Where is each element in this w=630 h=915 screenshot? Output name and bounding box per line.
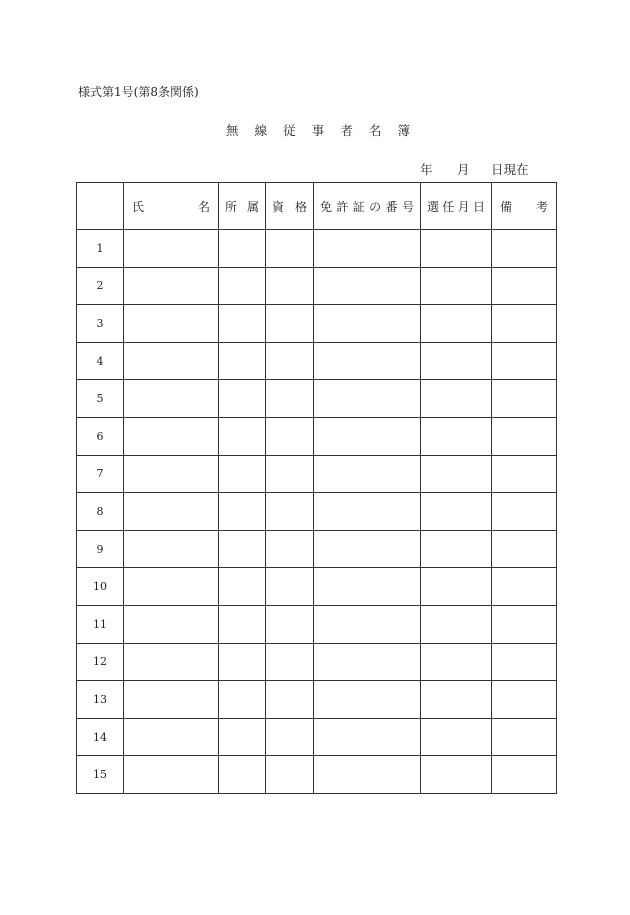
header-qualification-char: 格 [294,199,307,214]
qualification-cell[interactable] [266,605,314,643]
row-number: 15 [77,756,124,794]
qualification-cell[interactable] [266,305,314,343]
row-number: 13 [77,681,124,719]
table-row [77,493,557,531]
header-name [124,183,219,230]
name-cell[interactable] [124,455,219,493]
header-qualification-char: 資 [272,199,285,214]
title-char: 線 [254,123,268,138]
title-char: 事 [311,123,325,138]
row-number: 10 [77,568,124,606]
license-number-cell[interactable] [314,643,421,681]
header-number [77,183,124,230]
header-remarks-char: 考 [535,199,548,214]
table-row [77,530,557,568]
license-number-cell[interactable] [314,417,421,455]
affiliation-cell[interactable] [219,342,266,380]
header-license-char: 番 [385,199,398,214]
header-affiliation-char: 属 [246,199,259,214]
name-cell[interactable] [124,493,219,531]
appointment-date-cell[interactable] [421,305,492,343]
title-char: 従 [283,123,296,138]
row-number: 3 [77,305,124,343]
row-number: 14 [77,718,124,756]
qualification-cell[interactable] [266,230,314,268]
header-license-char: 号 [401,199,414,214]
header-appointment-date [421,183,492,230]
header-appointment-char: 日 [472,199,485,214]
appointment-date-cell[interactable] [421,605,492,643]
header-name-char: 名 [197,199,210,214]
row-number: 5 [77,380,124,418]
affiliation-cell[interactable] [219,718,266,756]
appointment-date-cell[interactable] [421,530,492,568]
name-cell[interactable] [124,342,219,380]
table-row [77,230,557,268]
row-number: 12 [77,643,124,681]
header-license-number [314,183,421,230]
table-row [77,455,557,493]
appointment-date-cell[interactable] [421,267,492,305]
remarks-cell[interactable] [492,568,557,606]
row-number: 1 [77,230,124,268]
license-number-cell[interactable] [314,342,421,380]
license-number-cell[interactable] [314,568,421,606]
license-number-cell[interactable] [314,493,421,531]
table-row [77,417,557,455]
affiliation-cell[interactable] [219,455,266,493]
name-cell[interactable] [124,756,219,794]
affiliation-cell[interactable] [219,756,266,794]
qualification-cell[interactable] [266,643,314,681]
remarks-cell[interactable] [492,756,557,794]
header-license-char: 証 [352,199,365,214]
header-appointment-char: 月 [457,199,470,214]
qualification-cell[interactable] [266,493,314,531]
license-number-cell[interactable] [314,230,421,268]
table-row [77,568,557,606]
remarks-cell[interactable] [492,455,557,493]
remarks-cell[interactable] [492,681,557,719]
qualification-cell[interactable] [266,455,314,493]
title-char: 名 [368,123,382,138]
name-cell[interactable] [124,230,219,268]
license-number-cell[interactable] [314,681,421,719]
remarks-cell[interactable] [492,493,557,531]
remarks-cell[interactable] [492,605,557,643]
form-number-label: 様式第1号(第8条関係) [78,85,199,99]
row-number: 9 [77,530,124,568]
row-number: 2 [77,267,124,305]
name-cell[interactable] [124,380,219,418]
row-number: 6 [77,417,124,455]
date-month-label: 月 [457,162,470,177]
remarks-cell[interactable] [492,230,557,268]
affiliation-cell[interactable] [219,230,266,268]
header-license-char: 免 [320,199,333,214]
row-number: 11 [77,605,124,643]
header-name-char: 氏 [132,199,145,214]
table-row [77,681,557,719]
license-number-cell[interactable] [314,605,421,643]
name-cell[interactable] [124,305,219,343]
appointment-date-cell[interactable] [421,756,492,794]
qualification-cell[interactable] [266,530,314,568]
table-row [77,756,557,794]
table-row [77,267,557,305]
remarks-cell[interactable] [492,267,557,305]
license-number-cell[interactable] [314,380,421,418]
qualification-cell[interactable] [266,756,314,794]
table-row [77,605,557,643]
header-affiliation-char: 所 [225,199,238,214]
appointment-date-cell[interactable] [421,342,492,380]
date-year-label: 年 [420,162,433,177]
appointment-date-cell[interactable] [421,230,492,268]
row-number: 7 [77,455,124,493]
license-number-cell[interactable] [314,455,421,493]
header-license-char: 許 [336,199,349,214]
name-cell[interactable] [124,643,219,681]
affiliation-cell[interactable] [219,380,266,418]
date-day-label: 日現在 [491,162,529,177]
appointment-date-cell[interactable] [421,417,492,455]
appointment-date-cell[interactable] [421,380,492,418]
document-title [226,121,410,139]
header-remarks-char: 備 [500,199,513,214]
table-row [77,305,557,343]
qualification-cell[interactable] [266,267,314,305]
affiliation-cell[interactable] [219,568,266,606]
table-row [77,643,557,681]
name-cell[interactable] [124,568,219,606]
title-char: 者 [340,123,353,138]
header-appointment-char: 選 [427,199,440,214]
license-number-cell[interactable] [314,530,421,568]
qualification-cell[interactable] [266,718,314,756]
name-cell[interactable] [124,605,219,643]
remarks-cell[interactable] [492,417,557,455]
license-number-cell[interactable] [314,756,421,794]
header-remarks [492,183,557,230]
name-cell[interactable] [124,681,219,719]
remarks-cell[interactable] [492,530,557,568]
appointment-date-cell[interactable] [421,568,492,606]
header-qualification [266,183,314,230]
name-cell[interactable] [124,530,219,568]
appointment-date-cell[interactable] [421,681,492,719]
appointment-date-cell[interactable] [421,455,492,493]
qualification-cell[interactable] [266,342,314,380]
qualification-cell[interactable] [266,380,314,418]
header-license-char: の [369,199,382,214]
remarks-cell[interactable] [492,342,557,380]
title-char: 無 [226,123,239,138]
affiliation-cell[interactable] [219,605,266,643]
appointment-date-cell[interactable] [421,718,492,756]
qualification-cell[interactable] [266,417,314,455]
appointment-date-cell[interactable] [421,643,492,681]
table-row [77,718,557,756]
affiliation-cell[interactable] [219,493,266,531]
affiliation-cell[interactable] [219,643,266,681]
header-affiliation [219,183,266,230]
row-number: 4 [77,342,124,380]
header-appointment-char: 任 [442,199,455,214]
affiliation-cell[interactable] [219,417,266,455]
title-char: 簿 [397,123,410,138]
appointment-date-cell[interactable] [421,493,492,531]
remarks-cell[interactable] [492,643,557,681]
license-number-cell[interactable] [314,718,421,756]
header-row [77,183,557,230]
affiliation-cell[interactable] [219,530,266,568]
affiliation-cell[interactable] [219,267,266,305]
remarks-cell[interactable] [492,380,557,418]
license-number-cell[interactable] [314,267,421,305]
table-row [77,342,557,380]
name-cell[interactable] [124,417,219,455]
qualification-cell[interactable] [266,568,314,606]
row-number: 8 [77,493,124,531]
license-number-cell[interactable] [314,305,421,343]
affiliation-cell[interactable] [219,681,266,719]
remarks-cell[interactable] [492,718,557,756]
name-cell[interactable] [124,718,219,756]
roster-table [76,182,557,794]
remarks-cell[interactable] [492,305,557,343]
name-cell[interactable] [124,267,219,305]
affiliation-cell[interactable] [219,305,266,343]
table-row [77,380,557,418]
qualification-cell[interactable] [266,681,314,719]
